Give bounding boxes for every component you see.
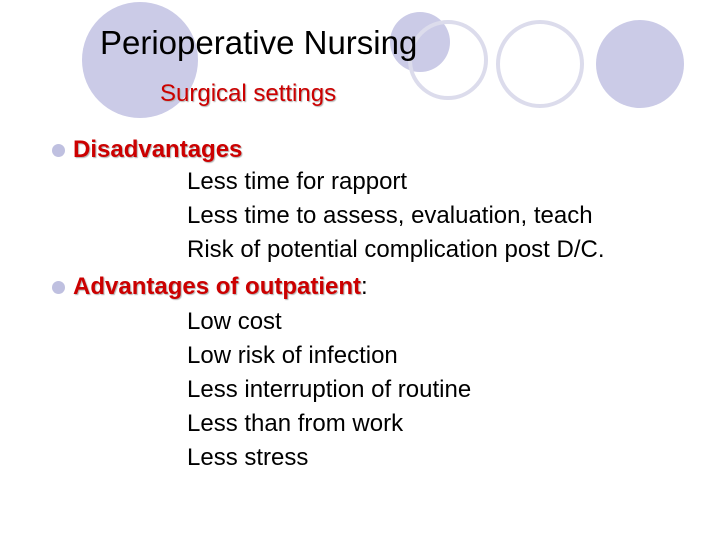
list-item: Low risk of infection: [187, 342, 398, 369]
bullet-dot-icon: [52, 281, 65, 294]
list-item: Less than from work: [187, 410, 404, 437]
bullet-heading: [73, 270, 368, 304]
list-item: Less time to assess, evaluation, teach: [187, 202, 593, 229]
bullet-heading-text: Advantages of outpatient: [73, 273, 362, 300]
list-item: Low cost: [187, 308, 282, 335]
list-item: Less time for rapport: [187, 168, 408, 195]
decor-circle-outline-mid: [498, 22, 582, 106]
slide-title: Perioperative Nursing: [100, 24, 418, 61]
list-item: Less interruption of routine: [187, 376, 472, 403]
bullet-heading-colon: :: [361, 273, 368, 300]
list-item: Less stress: [187, 444, 309, 471]
advantages-list: [187, 305, 471, 475]
bullet-dot-icon: [52, 144, 65, 157]
decor-circle-filled-right: [596, 20, 684, 108]
bullet-heading: Disadvantages: [73, 136, 243, 163]
disadvantages-list: [187, 165, 605, 267]
slide-subtitle: Surgical settings: [160, 80, 337, 107]
list-item: Risk of potential complication post D/C.: [187, 236, 605, 263]
